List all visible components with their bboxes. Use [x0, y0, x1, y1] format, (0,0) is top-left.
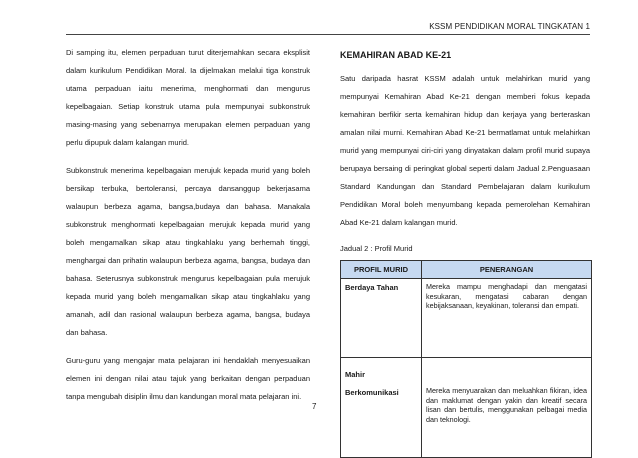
- left-column: [66, 44, 310, 416]
- table-row: [341, 358, 592, 458]
- table-cell-term: Berdaya Tahan: [341, 279, 422, 358]
- table-header-row: [341, 261, 592, 279]
- table-cell-description: Mereka menyuarakan dan meluahkan fikiran, idea dan maklumat dengan yakin dan kreatif secara lisan dan bertulis, menggunakan pelbagai media dan teknologi.: [422, 358, 592, 458]
- table-header-penerangan: PENERANGAN: [422, 261, 592, 279]
- table-cell-description: Mereka mampu menghadapi dan mengatasi kesukaran, mengatasi cabaran dengan kebijaksanaan, keyakinan, toleransi dan empati.: [422, 279, 592, 358]
- table-cell-term: [341, 358, 422, 458]
- paragraph-subkonstruk: Subkonstruk menerima kepelbagaian merujuk kepada murid yang boleh bersikap terbuka, bertoleransi, percaya dansanggup bekerjasama walaupun berbeza agama, bangsa,budaya dan bahasa. Manakala subkonstruk menghormati kepelbagaian merujuk kepada murid yang boleh mengamalkan sikap atau tingkahlaku yang berhemah tinggi, menghargai dan prihatin walaupun berbeza agama, bangsa, budaya dan bahasa. Seterusnya subkonstruk mengurus kepelbagaian pula merujuk kepada murid yang boleh mengamalkan sikap atau tingkahlaku yang amanah, adil dan rasional walaupun berbeza agama, bangsa, budaya dan bahasa.: [66, 166, 310, 337]
- paragraph-kemahiran: Satu daripada hasrat KSSM adalah untuk melahirkan murid yang mempunyai Kemahiran Abad Ke-21 dengan memberi fokus kepada kemahiran berfikir serta kemahiran hidup dan kerjaya yang berteraskan amalan nilai murni. Kemahiran Abad Ke-21 bermatlamat untuk melahirkan murid yang mempunyai ciri-ciri yang dinyatakan dalam profil murid supaya berupaya bersaing di peringkat global seperti dalam Jadual 2.Penguasaan Standard Kandungan dan Standard Pembelajaran dalam kurikulum Pendidikan Moral boleh menyumbang kepada pemerolehan Kemahiran Abad Ke-21 dalam kalangan murid.: [340, 74, 590, 227]
- profil-murid-table: [340, 260, 592, 458]
- section-title: KEMAHIRAN ABAD KE-21: [340, 50, 452, 60]
- paragraph-perpaduan: Di samping itu, elemen perpaduan turut diterjemahkan secara eksplisit dalam kurikulum Pendidikan Moral. Ia dijelmakan melalui tiga konstruk utama perpaduan iaitu menerima, menghormati dan mengurus kepelbagaian. Setiap konstruk utama pula mempunyai subkonstruk masing-masing yang sebenarnya merupakan elemen perpaduan yang perlu dipupuk dalam kalangan murid.: [66, 48, 310, 147]
- header-rule: [66, 34, 590, 35]
- table-header-profil: PROFIL MURID: [341, 261, 422, 279]
- right-column: [340, 44, 590, 458]
- table-row: [341, 279, 592, 358]
- running-header: KSSM PENDIDIKAN MORAL TINGKATAN 1: [429, 22, 590, 31]
- page-number: 7: [312, 402, 317, 411]
- paragraph-guru: Guru-guru yang mengajar mata pelajaran ini hendaklah menyesuaikan elemen ini dengan nilai atau tajuk yang berkaitan dengan perpaduan tanpa mengubah disiplin ilmu dan kandungan moral mata pelajaran ini.: [66, 356, 310, 401]
- term-line: Berkomunikasi: [345, 388, 399, 397]
- table-caption: Jadual 2 : Profil Murid: [340, 244, 413, 253]
- term-line: Mahir: [345, 370, 366, 379]
